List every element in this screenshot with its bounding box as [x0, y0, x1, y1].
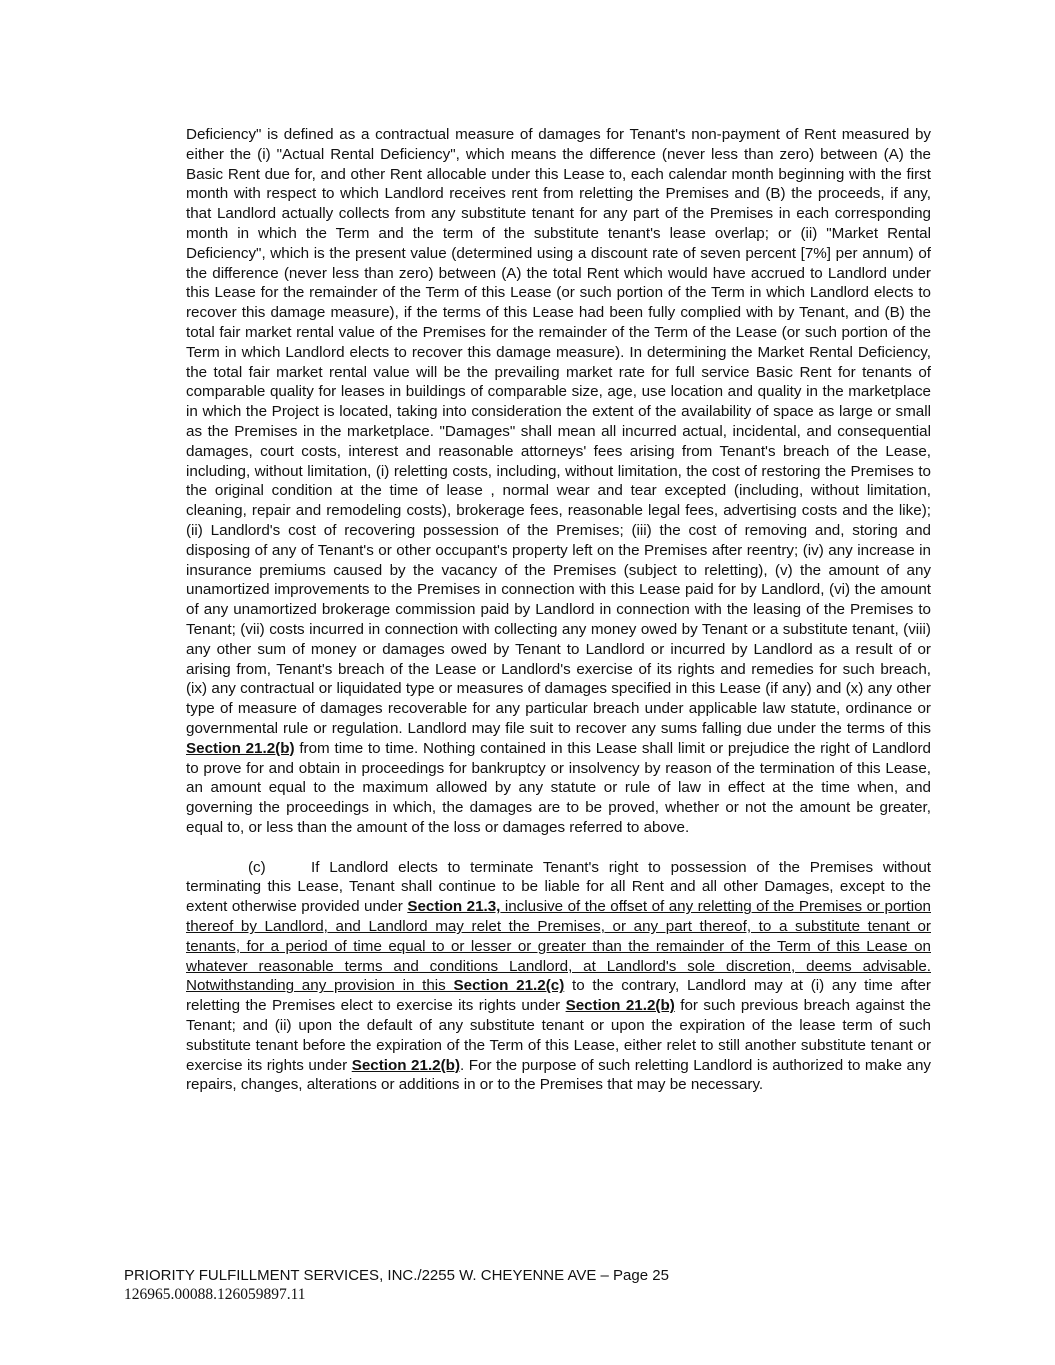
section-reference-21-3: Section 21.3,	[407, 898, 501, 916]
paragraph-text: Deficiency" is defined as a contractual measure of damages for Tenant's non-payment of Rent measured by either the (i) "Actual Rental Deficiency", which means the difference (never less than zero) between (A) the Basic Rent due for, and other Rent allocable under this Lease to, each calendar month beginning with the first month with respect to which Landlord receives rent from reletting the Premises and (B) the proceeds, if any, that Landlord actually collects from any substitute tenant for any part of the Premises in each corresponding month in which the Term and the term of the substitute tenant's lease overlap; or (ii) "Market Rental Deficiency", which is the present value (determined using a discount rate of seven percent [7%] per annum) of the difference (never less than zero) between (A) the total Rent which would have accrued to Landlord under this Lease for the remainder of the Term of this Lease (or such portion of the Term in which Landlord elects to recover this damage measure), if the terms of this Lease had been fully complied with by Tenant, and (B) the total fair market rental value of the Premises for the remainder of the Term of the Lease (or such portion of the Term in which Landlord elects to recover this damage measure). In determining the Market Rental Deficiency, the total fair market rental value will be the prevailing market rate for full service Basic Rent for tenants of comparable quality for leases in buildings of comparable size, age, use location and quality in the marketplace in which the Project is located, taking into consideration the extent of the availability of space as large or small as the Premises in the marketplace. "Damages" shall mean all incurred actual, incidental, and consequential damages, court costs, interest and reasonable attorneys' fees arising from Tenant's breach of the Lease, including, without limitation, (i) reletting costs, including, without limitation, the cost of restoring the Premises to the original condition at the time of lease , normal wear and tear excepted (including, without limitation, cleaning, repair and remodeling costs), brokerage fees, reasonable legal fees, advertising costs and the like); (ii) Landlord's cost of recovering possession of the Premises; (iii) the cost of removing and, storing and disposing of any of Tenant's or other occupant's property left on the Premises after reentry; (iv) any increase in insurance premiums caused by the vacancy of the Premises (subject to reletting), (v) the amount of any unamortized improvements to the Premises in connection with this Lease paid for by Landlord, (vi) the amount of any unamortized brokerage commission paid by Landlord in connection with the leasing of the Premises to Tenant; (vii) costs incurred in connection with collecting any money owed by Tenant or a substitute tenant, (viii) any other sum of money or damages owed by Tenant to Landlord or incurred by Landlord as a result of or arising from, Tenant's breach of the Lease or Landlord's exercise of its rights and remedies for such breach, (ix) any contractual or liquidated type or measures of damages specified in this Lease (if any) and (x) any other type of measure of damages recoverable for any particular breach under applicable law statute, ordinance or governmental rule or regulation. Landlord may file suit to recover any sums falling due under the terms of this	[186, 126, 931, 737]
section-reference-21-2-b: Section 21.2(b)	[351, 1056, 461, 1074]
page-footer	[124, 1266, 669, 1304]
paragraph-text: to the contrary, Landlord may at (i) any time after reletting the Premises elect to exercise its rights under	[186, 977, 931, 1015]
section-reference-21-2-c: Section 21.2(c)	[453, 977, 565, 995]
section-reference-21-2-b: Section 21.2(b)	[186, 739, 295, 757]
paragraph-text: . For the purpose of such reletting Landlord is authorized to make any repairs, changes, alterations or additions in or to the Premises that may be necessary.	[186, 1056, 931, 1094]
footer-document-id: 126965.00088.126059897.11	[124, 1286, 306, 1303]
paragraph-label: (c)	[248, 858, 266, 876]
paragraph-text: from time to time. Nothing contained in this Lease shall limit or prejudice the right of Landlord to prove for and obtain in proceedings for bankruptcy or insolvency by reason of the termination of this Lease, an amount equal to the maximum allowed by any statute or rule of law in effect at the time when, and governing the proceedings in which, the damages are to be proved, whether or not the amount be greater, equal to, or less than the amount of the loss or damages referred to above.	[186, 739, 931, 836]
paragraph-c	[186, 858, 931, 1096]
section-reference-21-2-b: Section 21.2(b)	[565, 997, 675, 1015]
paragraph-text: If Landlord elects to terminate Tenant's right to possession of the Premises without terminating this Lease, Tenant shall continue to be liable for all Rent and all other Damages, except to the extent otherwise provided under	[186, 858, 931, 916]
document-body	[186, 125, 931, 1095]
footer-title: PRIORITY FULFILLMENT SERVICES, INC./2255 W. CHEYENNE AVE – Page 25	[124, 1267, 669, 1284]
paragraph-text: for such previous breach against the Tenant; and (ii) upon the default of any substitute tenant or upon the expiration of the lease term of such substitute tenant before the expiration of the Term of this Lease, either relet to still another substitute tenant or exercise its rights under	[186, 997, 931, 1074]
paragraph-text: inclusive of the offset of any reletting of the Premises or portion thereof by Landlord, and Landlord may relet the Premises, or any part thereof, to a substitute tenant or tenants, for a period of time equal to or lesser or greater than the remainder of the Term of this Lease on whatever reasonable terms and conditions Landlord, at Landlord's sole discretion, deems advisable. Notwithstanding any provision in this	[186, 898, 931, 995]
paragraph-b-continuation	[186, 125, 931, 838]
